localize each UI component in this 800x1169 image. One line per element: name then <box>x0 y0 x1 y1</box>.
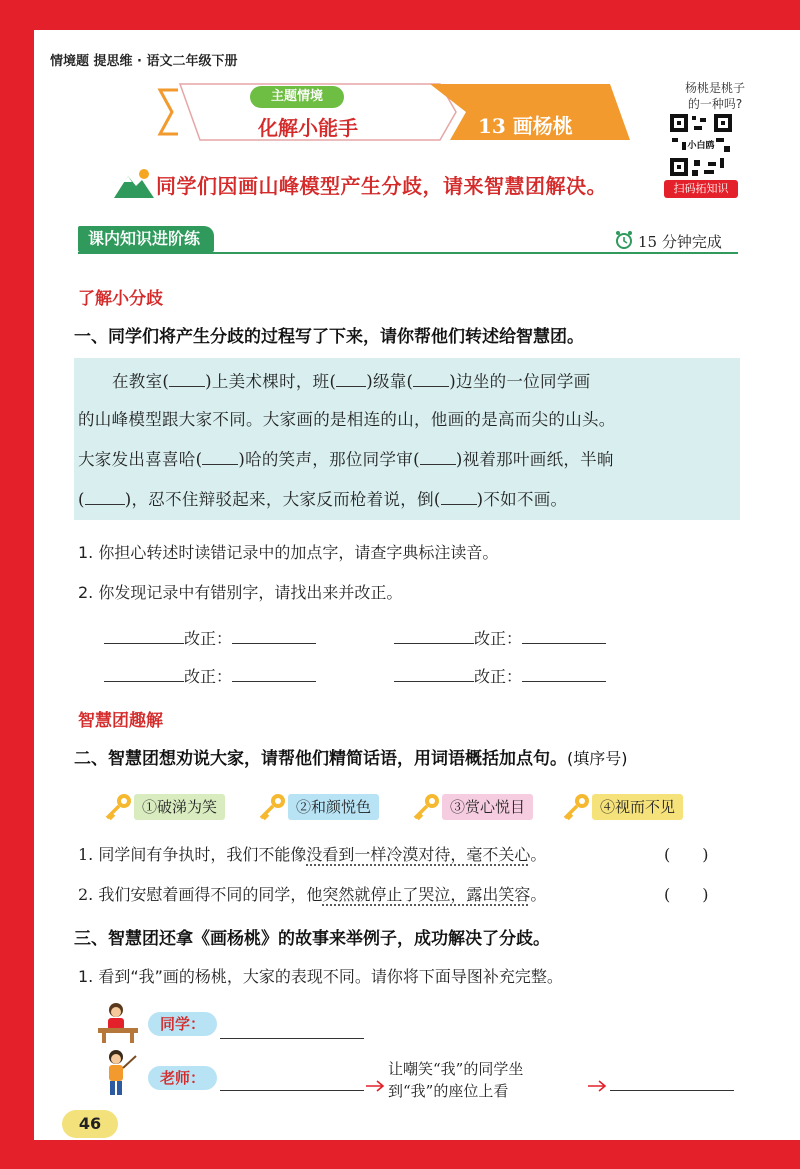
mountain-icon <box>114 166 154 200</box>
correction-row-1a[interactable]: 改正： <box>104 626 316 649</box>
flow-text-2: 到“我”的座位上看 <box>388 1082 509 1100</box>
subheading-part2: 智慧团趣解 <box>78 711 163 731</box>
teacher-label: 老师： <box>148 1066 217 1090</box>
key-icon <box>258 792 288 822</box>
theme-pill: 主题情境 <box>250 86 344 108</box>
qr-question-line-1: 杨桃是桃子 <box>684 81 745 95</box>
scene-text: 同学们因画山峰模型产生分歧，请来智慧团解决。 <box>156 174 607 198</box>
arrow-right-icon <box>588 1080 608 1092</box>
subheading-part1: 了解小分歧 <box>78 289 163 309</box>
q3-item-1: 1. 看到“我”画的杨桃，大家的表现不同。请你将下面导图补充完整。 <box>78 967 563 986</box>
alarm-clock-icon <box>614 230 634 250</box>
option-4: ④视而不见 <box>592 794 683 820</box>
q2-answer-1[interactable]: ( ) <box>664 845 709 864</box>
lesson-title: 13 画杨桃 <box>478 114 573 138</box>
page-number: 46 <box>62 1110 118 1138</box>
timer-text: 15 分钟完成 <box>638 233 722 251</box>
qr-question-line-2: 的一种吗? <box>687 97 743 111</box>
correction-row-1b[interactable]: 改正： <box>394 626 606 649</box>
students-answer-line[interactable] <box>220 1038 364 1039</box>
question-1: 一、同学们将产生分歧的过程写了下来，请你帮他们转述给智慧团。 <box>74 327 584 347</box>
passage-line-3: 大家发出喜喜哈( )哈的笑声，那位同学审( )视着那叶画纸，半晌 <box>78 450 614 469</box>
key-icon <box>104 792 134 822</box>
flow-answer-line[interactable] <box>610 1090 734 1091</box>
section-divider <box>78 252 738 254</box>
passage-line-2: 的山峰模型跟大家不同。大家画的是相连的山，他画的是高而尖的山头。 <box>78 410 616 429</box>
students-label: 同学： <box>148 1012 217 1036</box>
q2-answer-2[interactable]: ( ) <box>664 885 709 904</box>
passage-line-1: 在教室( )上美术棵时，班( )级靠( )边坐的一位同学画 <box>112 372 591 391</box>
qr-caption: 扫码拓知识 <box>664 180 738 198</box>
question-3: 三、智慧团还拿《画杨桃》的故事来举例子，成功解决了分歧。 <box>74 929 550 949</box>
option-3: ③赏心悦目 <box>442 794 533 820</box>
flow-box <box>388 1058 523 1102</box>
student-icon <box>96 1000 140 1044</box>
qr-center-text: 小白鸥 <box>687 141 715 151</box>
teacher-answer-line[interactable] <box>220 1090 364 1091</box>
book-title: 情境题 提思维 · 语文二年级下册 <box>50 54 238 69</box>
question-2: 二、智慧团想劝说大家，请帮他们精简话语，用词语概括加点句。(填序号) <box>74 749 628 769</box>
dotted-sentence: 突然就停止了哭泣，露出笑容 <box>322 885 531 904</box>
q1-item-1: 1. 你担心转述时读错记录中的加点字，请查字典标注读音。 <box>78 543 499 562</box>
key-icon <box>562 792 592 822</box>
q2-item-1: 1. 同学间有争执时，我们不能像没看到一样冷漠对待，毫不关心。 <box>78 845 547 864</box>
option-2: ②和颜悦色 <box>288 794 379 820</box>
correction-row-2a[interactable]: 改正： <box>104 664 316 687</box>
dotted-sentence: 没看到一样冷漠对待，毫不关心 <box>306 845 531 864</box>
correction-row-2b[interactable]: 改正： <box>394 664 606 687</box>
qr-code[interactable] <box>668 112 734 178</box>
passage-line-4: ( )，忍不住辩驳起来，大家反而枪着说，倒( )不如不画。 <box>78 490 568 509</box>
arrow-right-icon <box>366 1080 386 1092</box>
theme-subtitle: 化解小能手 <box>258 116 358 140</box>
key-icon <box>412 792 442 822</box>
option-1: ①破涕为笑 <box>134 794 225 820</box>
qr-question <box>660 80 770 112</box>
flow-text-1: 让嘲笑“我”的同学坐 <box>388 1060 524 1078</box>
section-title: 课内知识进阶练 <box>78 226 214 252</box>
q1-item-2: 2. 你发现记录中有错别字，请找出来并改正。 <box>78 583 403 602</box>
teacher-icon <box>96 1048 140 1098</box>
q2-item-2: 2. 我们安慰着画得不同的同学，他突然就停止了哭泣，露出笑容。 <box>78 885 547 904</box>
